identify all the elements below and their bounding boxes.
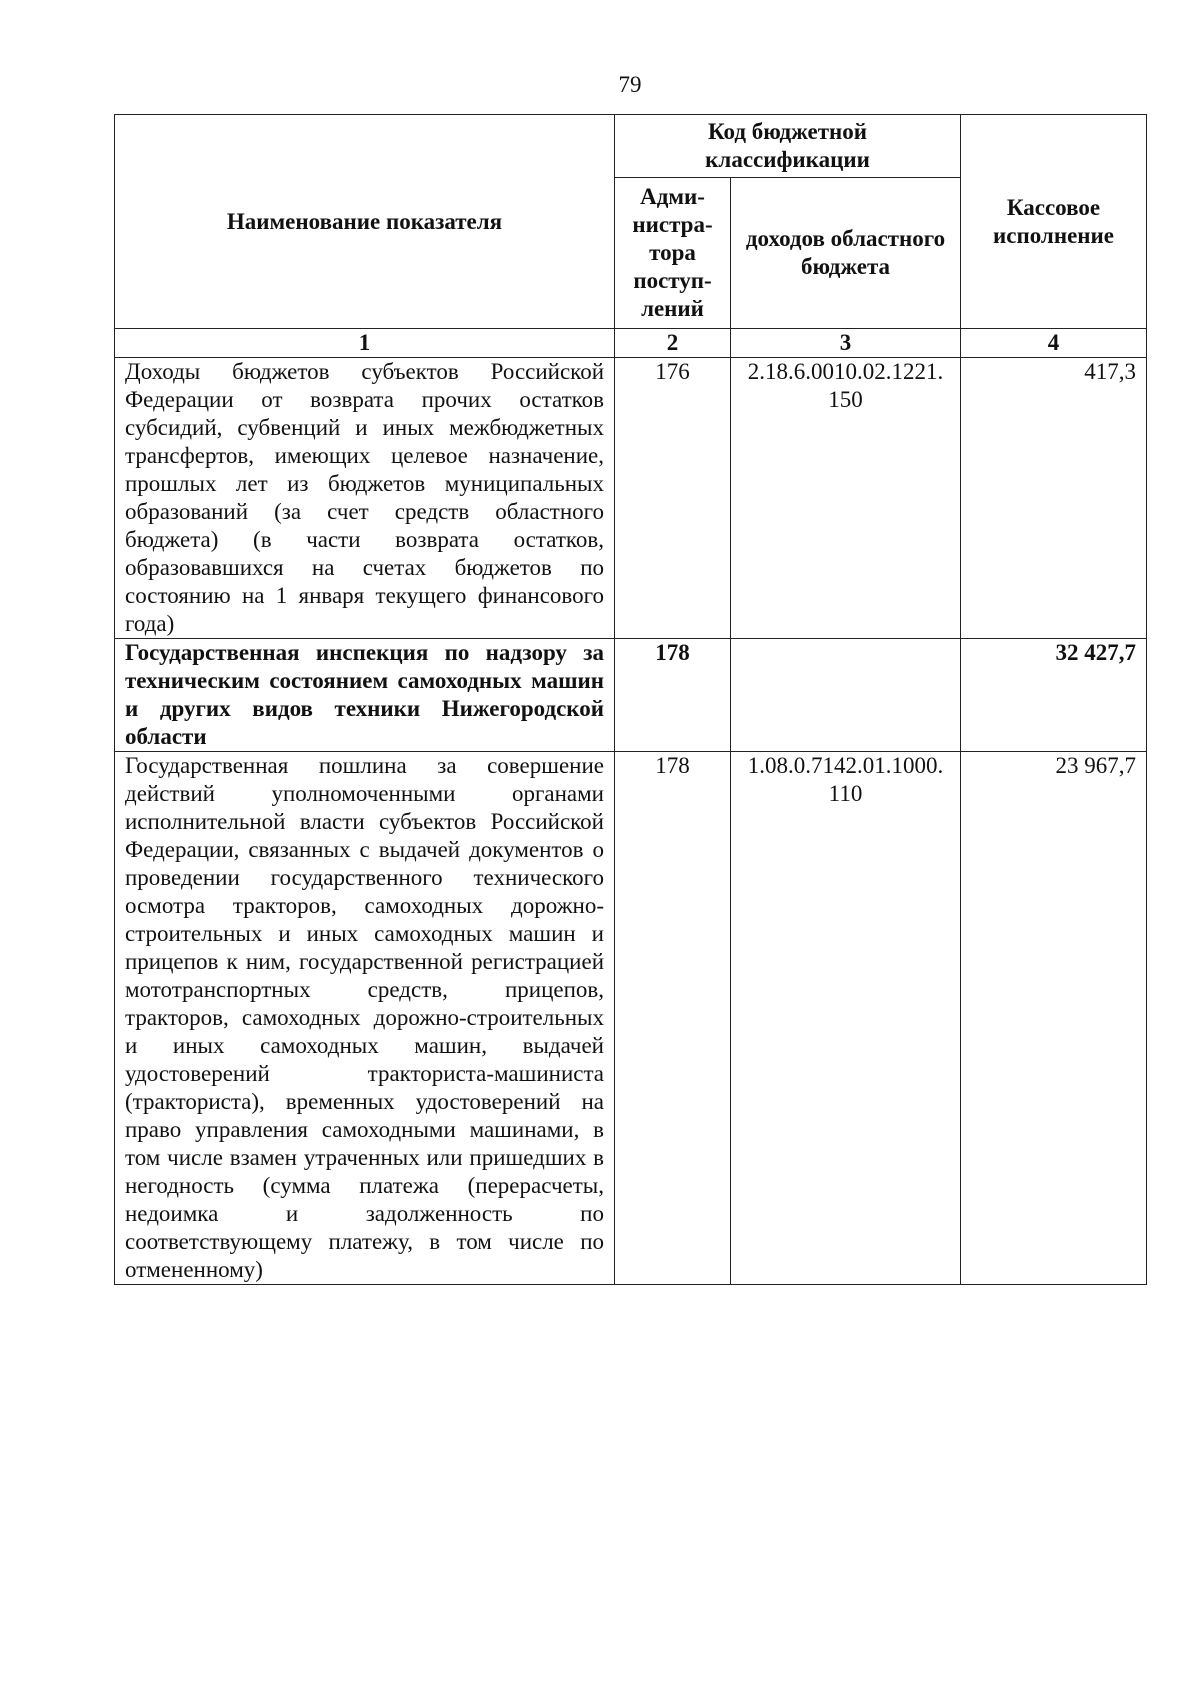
column-number: 2	[615, 329, 731, 358]
page-number: 79	[618, 72, 642, 97]
row-admin-code: 176	[615, 358, 731, 639]
column-number: 4	[961, 329, 1147, 358]
table-header-row	[115, 115, 1147, 178]
row-admin-code: 178	[615, 752, 731, 1285]
row-income-code: 1.08.0.7142.01.1000. 110	[731, 752, 961, 1285]
budget-income-table	[114, 114, 1147, 1285]
column-number: 1	[115, 329, 615, 358]
table-row	[115, 752, 1147, 1285]
header-name-column: Наименование показателя	[115, 115, 615, 329]
row-name: Государственная пошлина за совершение действий уполномоченными органами исполнительной власти субъектов Российской Федерации, связанных с выдачей документов о проведении государственного технического осмотра тракторов, самоходных дорожно-строительных и иных самоходных машин и прицепов к ним, государственной регистрацией мототранспортных средств, прицепов, тракторов, самоходных дорожно-строительных и иных самоходных машин, выдачей удостоверений тракториста-машиниста (тракториста), временных удостоверений на право управления самоходными машинами, в том числе взамен утраченных или пришедших в негодность (сумма платежа (перерасчеты, недоимка и задолженность по соответствующему платежу, в том числе по отмененному)	[115, 752, 615, 1285]
header-income-column: доходов областного бюджета	[731, 178, 961, 329]
row-name: Доходы бюджетов субъектов Российской Федерации от возврата прочих остатков субсидий, субвенций и иных межбюджетных трансфертов, имеющих целевое назначение, прошлых лет из бюджетов муниципальных образований (за счет средств областного бюджета) (в части возврата остатков, образовавшихся на счетах бюджетов по состоянию на 1 января текущего финансового года)	[115, 358, 615, 639]
column-number-row	[115, 329, 1147, 358]
column-number: 3	[731, 329, 961, 358]
row-amount: 32 427,7	[961, 639, 1147, 752]
row-income-code	[731, 639, 961, 752]
row-income-code: 2.18.6.0010.02.1221. 150	[731, 358, 961, 639]
header-code-group: Код бюджетной классификации	[615, 115, 961, 178]
header-admin-column: Адми-нистра-тора поступ-лений	[615, 178, 731, 329]
row-amount: 23 967,7	[961, 752, 1147, 1285]
table-row	[115, 639, 1147, 752]
row-admin-code: 178	[615, 639, 731, 752]
row-amount: 417,3	[961, 358, 1147, 639]
row-name: Государственная инспекция по надзору за техническим состоянием самоходных машин и других видов техники Нижегородской области	[115, 639, 615, 752]
header-amount-column: Кассовое исполнение	[961, 115, 1147, 329]
table-row	[115, 358, 1147, 639]
